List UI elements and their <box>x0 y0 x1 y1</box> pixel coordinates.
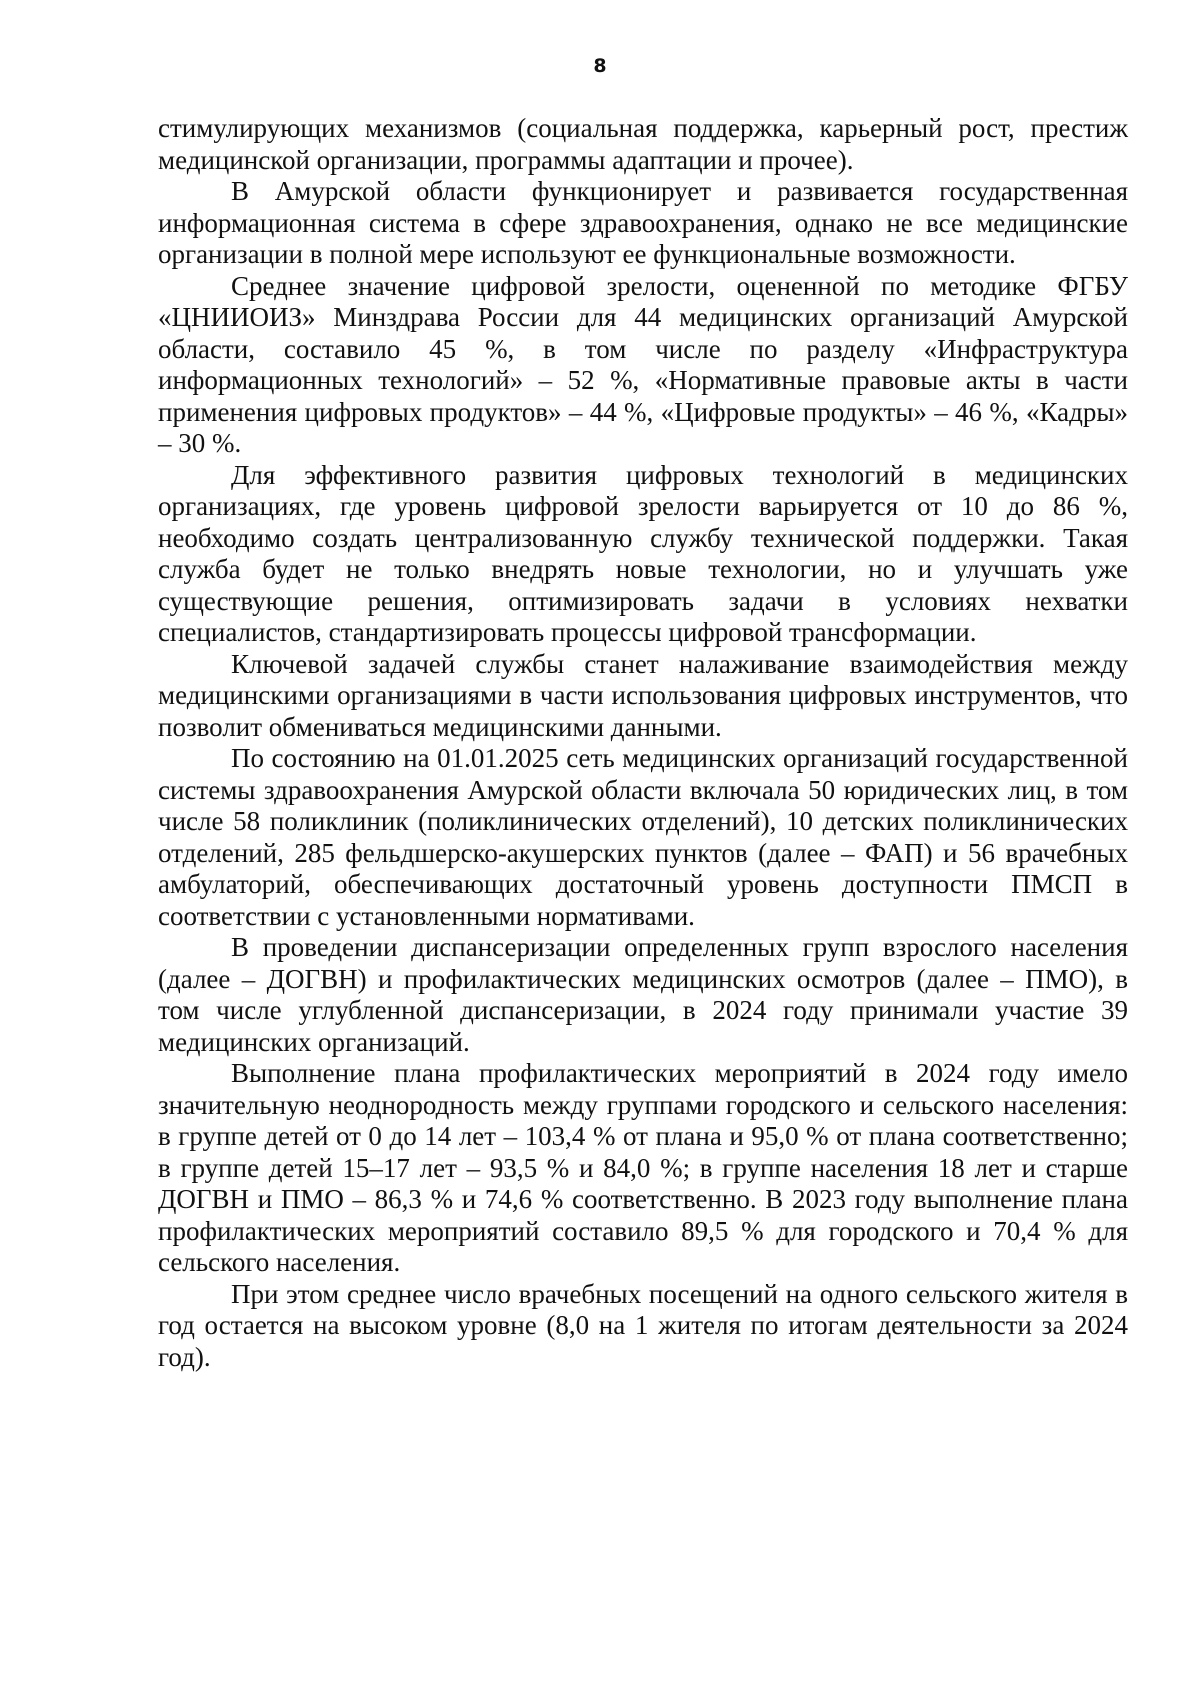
paragraph-9: При этом среднее число врачебных посещений на одного сельского жителя в год остается на высоком уровне (8,0 на 1 жителя по итогам деятельности за 2024 год). <box>158 1278 1128 1372</box>
paragraph-7: В проведении диспансеризации определенных групп взрослого населения (далее – ДОГВН) и профилактических медицинских осмотров (далее – ПМО), в том числе углубленной диспансеризации, в 2024 году принимали участие 39 медицинских организаций. <box>158 932 1128 1057</box>
paragraph-6: По состоянию на 01.01.2025 сеть медицинских организаций государственной системы здравоохранения Амурской области включала 50 юридических лиц, в том числе 58 поликлиник (поликлинических отделений), 10 детских поликлинических отделений, 285 фельдшерско-акушерских пунктов (далее – ФАП) и 56 врачебных амбулаторий, обеспечивающих достаточный уровень доступности ПМСП в соответствии с установленными нормативами. <box>158 743 1128 931</box>
paragraph-2: В Амурской области функционирует и развивается государственная информационная система в сфере здравоохранения, однако не все медицинские организации в полной мере используют ее функциональные возможности. <box>158 176 1128 269</box>
paragraph-8: Выполнение плана профилактических мероприятий в 2024 году имело значительную неоднородность между группами городского и сельского населения: в группе детей от 0 до 14 лет – 103,4 % от плана и 95,0 % от плана соответственно; в группе детей 15–17 лет – 93,5 % и 84,0 %; в группе населения 18 лет и старше ДОГВН и ПМО – 86,3 % и 74,6 % соответственно. В 2023 году выполнение плана профилактических мероприятий составило 89,5 % для городского и 70,4 % для сельского населения. <box>158 1058 1128 1277</box>
paragraph-1: стимулирующих механизмов (социальная поддержка, карьерный рост, престиж медицинской организации, программы адаптации и прочее). <box>158 113 1128 175</box>
paragraph-4: Для эффективного развития цифровых технологий в медицинских организациях, где уровень цифровой зрелости варьируется от 10 до 86 %, необходимо создать централизованную службу технической поддержки. Такая служба будет не только внедрять новые технологии, но и улучшать уже существующие решения, оптимизировать задачи в условиях нехватки специалистов, стандартизировать процессы цифровой трансформации. <box>158 459 1128 647</box>
paragraph-5: Ключевой задачей службы станет налаживание взаимодействия между медицинскими организациями в части использования цифровых инструментов, что позволит обмениваться медицинскими данными. <box>158 648 1128 742</box>
paragraph-3: Среднее значение цифровой зрелости, оцененной по методике ФГБУ «ЦНИИОИЗ» Минздрава России для 44 медицинских организаций Амурской области, составило 45 %, в том числе по разделу «Инфраструктура информационных технологий» – 52 %, «Нормативные правовые акты в части применения цифровых продуктов» – 44 %, «Цифровые продукты» – 46 %, «Кадры» – 30 %. <box>158 270 1128 458</box>
document-body <box>158 113 1128 1373</box>
page-number: 8 <box>593 55 607 77</box>
